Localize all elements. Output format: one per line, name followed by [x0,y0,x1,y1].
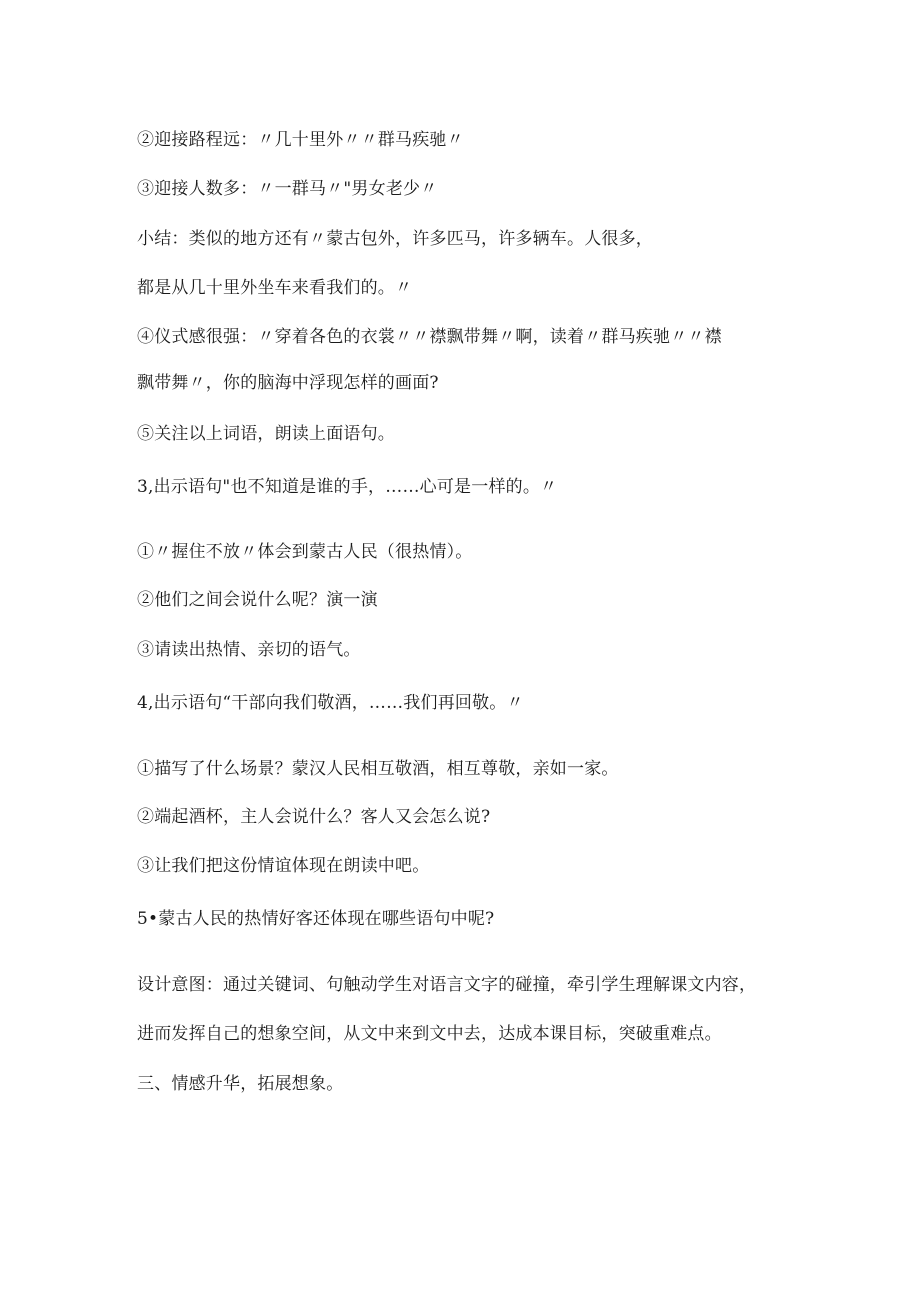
section-heading-5: 5•蒙古人民的热情好客还体现在哪些语句中呢? [137,909,495,929]
text-line-warm-tone: ③请读出热情、亲切的语气。 [137,640,361,660]
text-line-friendship: ③让我们把这份情谊体现在朗读中吧。 [137,856,430,876]
text-line-act-out: ②他们之间会说什么呢？演一演 [137,590,378,610]
text-line-raise-glass: ②端起酒杯，主人会说什么？客人又会怎么说? [137,807,491,827]
text-line-welcome-crowd: ③迎接人数多：〃一群马〃"男女老少〃 [137,179,438,199]
text-line-summary: 小结：类似的地方还有〃蒙古包外，许多匹马，许多辆车。人很多， [137,229,653,249]
text-line-read-aloud: ⑤关注以上词语，朗读上面语句。 [137,424,395,444]
text-line-ceremony-continued: 飘带舞〃，你的脑海中浮现怎样的画面? [137,373,439,393]
text-line-toast-scene: ①描写了什么场景？蒙汉人民相互敬酒，相互尊敬，亲如一家。 [137,759,619,779]
text-line-design-intent-continued: 进而发挥自己的想象空间，从文中来到文中去，达成本课目标，突破重难点。 [137,1024,722,1044]
text-line-design-intent: 设计意图：通过关键词、句触动学生对语言文字的碰撞，牵引学生理解课文内容， [137,975,757,995]
section-heading-three: 三、情感升华，拓展想象。 [137,1074,344,1094]
text-line-hold-hands: ①〃握住不放〃体会到蒙古人民（很热情）。 [137,542,473,562]
section-heading-3: 3,出示语句"也不知道是谁的手，……心可是一样的。〃 [137,477,558,497]
text-line-ceremony: ④仪式感很强：〃穿着各色的衣裳〃〃襟飘带舞〃啊，读着〃群马疾驰〃〃襟 [137,327,722,347]
section-heading-4: 4,出示语句“干部向我们敬酒，……我们再回敬。〃 [137,693,524,713]
text-line-welcome-distance: ②迎接路程远：〃几十里外〃〃群马疾驰〃 [137,130,464,150]
text-line-summary-continued: 都是从几十里外坐车来看我们的。〃 [137,278,413,298]
